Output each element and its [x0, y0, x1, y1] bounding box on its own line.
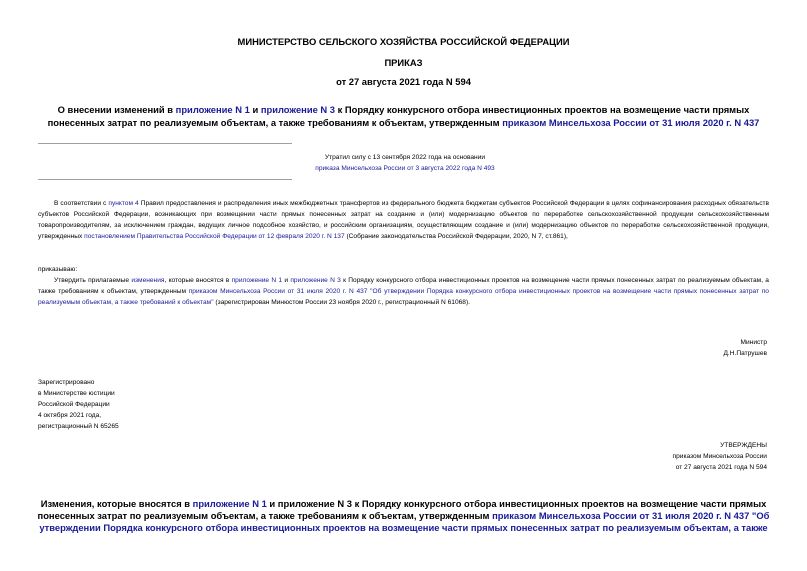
order-date-number: от 27 августа 2021 года N 594 [336, 76, 471, 87]
doc-type-heading: ПРИКАЗ [384, 57, 423, 68]
title-link-appendix-1[interactable]: приложение N 1 [175, 104, 250, 115]
approve-text-3: и [282, 277, 291, 284]
registration-line-3: Российской Федерации [38, 401, 110, 408]
basis-text-3: (Собрание законодательства Российской Федерации, 2020, N 7, ст.861), [344, 233, 568, 241]
signature-name: Д.Н.Патрушев [723, 350, 767, 357]
approve-link-order-437[interactable]: приказом Минсельхоза России от 31 июля 2020 г. N 437 "Об утверждении Порядка конкурсного отбора инвестиционных проектов на возмещение части прямых понесенных затрат по реализуемым объектам, а также требований к объектам" [38, 288, 769, 307]
divider-bottom [38, 179, 292, 180]
registration-block [38, 377, 238, 432]
approved-block [507, 440, 767, 473]
approve-text-4: к Порядку конкурсного отбора инвестиционных проектов на возмещение части прямых понесенных затрат по реализуемым объектам, а также требованиям к объектам, утвержденным [38, 277, 769, 296]
approve-paragraph [38, 275, 769, 308]
changes-link-appendix-1[interactable]: приложение N 1 [192, 498, 267, 509]
basis-text-1: В соответствии с [54, 200, 109, 207]
registration-line-5: регистрационный N 65265 [38, 423, 119, 430]
approved-line-3: от 27 августа 2021 года N 594 [675, 464, 767, 471]
approve-text-1: Утвердить прилагаемые [54, 277, 132, 284]
basis-text-2: Правил предоставления и распределения иных межбюджетных трансфертов из федерального бюджета бюджетам субъектов Российской Федерации в целях софинансирования расходных обязательств субъектов Российской Федерации, возникающих при возмещении части прямых понесенных затрат на создание и (или) модернизацию объектов по переработке сельскохозяйственной продукции сельскохозяйственным товаропроизводителям, за исключением граждан, ведущих личное подсобное хозяйство, и российским организациям, осуществляющим создание и (или) модернизацию объектов по переработке сельскохозяйственной продукции, утвержденных [38, 200, 770, 241]
approved-line-2: приказом Минсельхоза России [672, 453, 767, 460]
registration-line-2: в Министерстве юстиции [38, 390, 115, 397]
divider-top [38, 143, 292, 144]
expired-notice-link[interactable]: приказа Минсельхоза России от 3 августа 2022 года N 493 [315, 165, 495, 172]
changes-text-1: Изменения, которые вносятся в [40, 498, 193, 509]
approve-link-changes[interactable]: изменения [131, 277, 165, 284]
title-text-1: О внесении изменений в [57, 104, 176, 115]
ministry-heading: МИНИСТЕРСТВО СЕЛЬСКОГО ХОЗЯЙСТВА РОССИЙСКОЙ ФЕДЕРАЦИИ [237, 36, 570, 47]
title-text-2: и [249, 104, 261, 115]
order-title [40, 103, 767, 129]
changes-text-2: и приложение N 3 к Порядку конкурсного отбора инвестиционных проектов на возмещение части прямых понесенных затрат по реализуемым объектам, а также требованиям к объектам, утвержденным [37, 498, 767, 521]
signature-position: Министр [740, 339, 767, 346]
expired-notice [290, 152, 520, 174]
basis-link-clause-4[interactable]: пунктом 4 [108, 200, 139, 207]
basis-link-resolution-137[interactable]: постановлением Правительства Российской Федерации от 12 февраля 2020 г. N 137 [84, 233, 345, 241]
approve-text-5: (зарегистрирован Минюстом России 23 ноября 2020 г., регистрационный N 61068). [213, 299, 470, 307]
signature-block [567, 337, 767, 359]
changes-link-order-437[interactable]: приказом Минсельхоза России от 31 июля 2020 г. N 437 "Об утверждении Порядка конкурсного отбора инвестиционных проектов на возмещение части прямых понесенных затрат по реализуемым объектам, а также [39, 510, 770, 533]
title-link-order-437[interactable]: приказом Минсельхоза России от 31 июля 2020 г. N 437 [502, 117, 760, 128]
approved-line-1: УТВЕРЖДЕНЫ [720, 442, 767, 449]
registration-line-4: 4 октября 2021 года, [38, 412, 102, 419]
approve-link-appendix-3[interactable]: приложение N 3 [290, 277, 341, 284]
changes-title [30, 498, 777, 534]
registration-line-1: Зарегистрировано [38, 379, 95, 386]
approve-text-2: , которые вносятся в [164, 277, 232, 284]
approve-link-appendix-1[interactable]: приложение N 1 [231, 277, 283, 284]
expired-notice-text: Утратил силу с 13 сентября 2022 года на основании [324, 154, 486, 161]
order-word: приказываю: [38, 266, 78, 273]
title-text-3: к Порядку конкурсного отбора инвестиционных проектов на возмещение части прямых понесенных затрат по реализуемым объектам, а также требованиям к объектам, утвержденным [47, 104, 750, 128]
basis-paragraph [38, 198, 769, 242]
title-link-appendix-3[interactable]: приложение N 3 [260, 104, 335, 115]
